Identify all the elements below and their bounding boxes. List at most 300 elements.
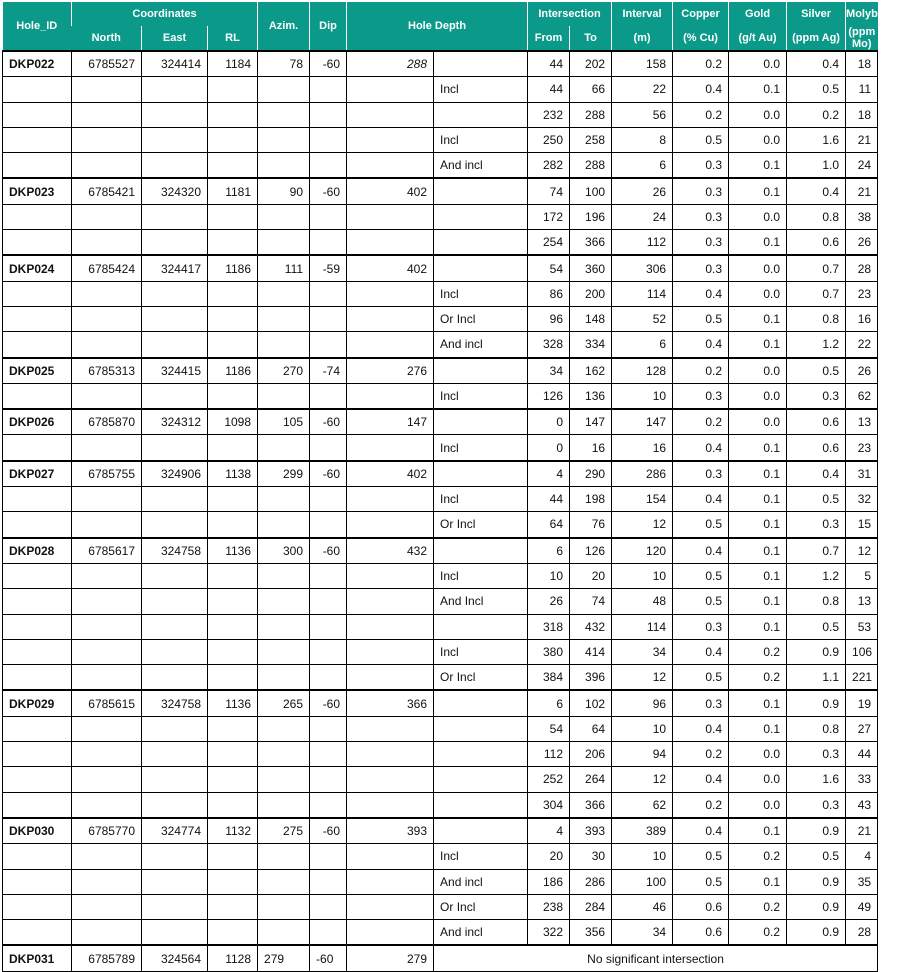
dip-cell bbox=[310, 281, 347, 306]
north-cell bbox=[72, 127, 142, 152]
east-cell: 324774 bbox=[142, 818, 208, 844]
to-cell: 16 bbox=[570, 435, 612, 461]
interval-cell: 120 bbox=[612, 538, 673, 564]
note-cell bbox=[434, 51, 528, 77]
from-cell: 44 bbox=[528, 77, 570, 102]
interval-cell: 48 bbox=[612, 589, 673, 614]
from-cell: 44 bbox=[528, 51, 570, 77]
silver-cell: 0.4 bbox=[787, 51, 846, 77]
east-cell bbox=[142, 102, 208, 127]
rl-cell: 1184 bbox=[208, 51, 258, 77]
dip-cell bbox=[310, 716, 347, 741]
col-hole-id: Hole_ID bbox=[3, 2, 72, 51]
from-cell: 96 bbox=[528, 306, 570, 331]
to-cell: 414 bbox=[570, 639, 612, 664]
interval-cell: 128 bbox=[612, 358, 673, 384]
gold-cell: 0.0 bbox=[729, 281, 787, 306]
from-cell: 74 bbox=[528, 178, 570, 204]
to-cell: 148 bbox=[570, 306, 612, 331]
dip-cell bbox=[310, 332, 347, 358]
gold-cell: 0.2 bbox=[729, 639, 787, 664]
depth-cell bbox=[347, 844, 434, 869]
note-cell: Incl bbox=[434, 127, 528, 152]
to-cell: 136 bbox=[570, 383, 612, 409]
depth-cell: 402 bbox=[347, 461, 434, 487]
interval-cell: 96 bbox=[612, 690, 673, 716]
gold-cell: 0.1 bbox=[729, 512, 787, 538]
rl-cell bbox=[208, 742, 258, 767]
azim-cell bbox=[258, 77, 310, 102]
moly-cell: 28 bbox=[846, 920, 878, 946]
moly-cell: 16 bbox=[846, 306, 878, 331]
east-cell bbox=[142, 614, 208, 639]
dip-cell bbox=[310, 102, 347, 127]
east-cell: 324312 bbox=[142, 409, 208, 435]
east-cell bbox=[142, 792, 208, 818]
depth-cell bbox=[347, 332, 434, 358]
north-cell: 6785755 bbox=[72, 461, 142, 487]
copper-cell: 0.2 bbox=[673, 102, 729, 127]
north-cell bbox=[72, 281, 142, 306]
dip-cell bbox=[310, 894, 347, 919]
from-cell: 10 bbox=[528, 563, 570, 588]
gold-cell: 0.2 bbox=[729, 894, 787, 919]
interval-cell: 10 bbox=[612, 563, 673, 588]
moly-cell: 221 bbox=[846, 665, 878, 691]
azim-cell: 299 bbox=[258, 461, 310, 487]
moly-cell: 24 bbox=[846, 153, 878, 179]
interval-cell: 6 bbox=[612, 332, 673, 358]
gold-cell: 0.1 bbox=[729, 487, 787, 512]
copper-cell: 0.5 bbox=[673, 512, 729, 538]
gold-cell: 0.2 bbox=[729, 665, 787, 691]
rl-cell bbox=[208, 153, 258, 179]
copper-cell: 0.3 bbox=[673, 204, 729, 229]
gold-cell: 0.1 bbox=[729, 77, 787, 102]
depth-cell bbox=[347, 716, 434, 741]
moly-cell: 23 bbox=[846, 281, 878, 306]
note-cell: Incl bbox=[434, 435, 528, 461]
copper-cell: 0.4 bbox=[673, 435, 729, 461]
depth-cell: 288 bbox=[347, 51, 434, 77]
east-cell bbox=[142, 512, 208, 538]
copper-cell: 0.6 bbox=[673, 894, 729, 919]
dip-cell bbox=[310, 127, 347, 152]
interval-cell: 24 bbox=[612, 204, 673, 229]
interval-cell: 10 bbox=[612, 844, 673, 869]
hole-id-cell bbox=[3, 435, 72, 461]
table-row bbox=[3, 869, 878, 894]
hole-id-cell bbox=[3, 844, 72, 869]
interval-cell: 154 bbox=[612, 487, 673, 512]
to-cell: 284 bbox=[570, 894, 612, 919]
rl-cell: 1181 bbox=[208, 178, 258, 204]
rl-cell bbox=[208, 77, 258, 102]
gold-cell: 0.1 bbox=[729, 538, 787, 564]
copper-cell: 0.3 bbox=[673, 461, 729, 487]
north-cell bbox=[72, 869, 142, 894]
east-cell bbox=[142, 281, 208, 306]
hole-id-cell: DKP026 bbox=[3, 409, 72, 435]
hole-id-cell bbox=[3, 716, 72, 741]
north-cell: 6785527 bbox=[72, 51, 142, 77]
to-cell: 360 bbox=[570, 255, 612, 281]
note-cell: And incl bbox=[434, 332, 528, 358]
depth-cell bbox=[347, 920, 434, 946]
from-cell: 252 bbox=[528, 767, 570, 792]
gold-cell: 0.0 bbox=[729, 383, 787, 409]
interval-cell: 62 bbox=[612, 792, 673, 818]
gold-cell: 0.1 bbox=[729, 563, 787, 588]
hole-id-cell: DKP022 bbox=[3, 51, 72, 77]
col-hole-depth: Hole Depth bbox=[347, 2, 528, 51]
hole-id-cell bbox=[3, 920, 72, 946]
azim-cell bbox=[258, 230, 310, 256]
depth-cell bbox=[347, 102, 434, 127]
azim-cell bbox=[258, 306, 310, 331]
rl-cell bbox=[208, 767, 258, 792]
col-gold: Gold bbox=[729, 2, 787, 26]
azim-cell bbox=[258, 792, 310, 818]
hole-id-cell bbox=[3, 767, 72, 792]
hole-id-cell bbox=[3, 869, 72, 894]
gold-cell: 0.0 bbox=[729, 204, 787, 229]
from-cell: 34 bbox=[528, 358, 570, 384]
rl-cell bbox=[208, 563, 258, 588]
azim-cell bbox=[258, 153, 310, 179]
azim-cell bbox=[258, 920, 310, 946]
from-cell: 6 bbox=[528, 690, 570, 716]
dip-cell bbox=[310, 589, 347, 614]
azim-cell bbox=[258, 332, 310, 358]
rl-cell bbox=[208, 614, 258, 639]
col-silver-unit: (ppm Ag) bbox=[787, 26, 846, 51]
copper-cell: 0.5 bbox=[673, 306, 729, 331]
dip-cell bbox=[310, 153, 347, 179]
col-east: East bbox=[142, 26, 208, 51]
rl-cell: 1186 bbox=[208, 358, 258, 384]
note-cell: Incl bbox=[434, 487, 528, 512]
to-cell: 288 bbox=[570, 102, 612, 127]
note-cell bbox=[434, 716, 528, 741]
moly-cell: 13 bbox=[846, 409, 878, 435]
table-row bbox=[3, 230, 878, 256]
col-silver: Silver bbox=[787, 2, 846, 26]
north-cell bbox=[72, 639, 142, 664]
moly-cell: 62 bbox=[846, 383, 878, 409]
note-cell bbox=[434, 358, 528, 384]
copper-cell: 0.3 bbox=[673, 383, 729, 409]
from-cell: 26 bbox=[528, 589, 570, 614]
interval-cell: 158 bbox=[612, 51, 673, 77]
interval-cell: 34 bbox=[612, 639, 673, 664]
east-cell: 324906 bbox=[142, 461, 208, 487]
hole-id-cell bbox=[3, 487, 72, 512]
moly-cell: 11 bbox=[846, 77, 878, 102]
east-cell bbox=[142, 204, 208, 229]
dip-cell bbox=[310, 230, 347, 256]
col-moly-unit: (ppm Mo) bbox=[846, 26, 878, 51]
interval-cell: 56 bbox=[612, 102, 673, 127]
note-cell: Incl bbox=[434, 639, 528, 664]
azim-cell bbox=[258, 563, 310, 588]
depth-cell bbox=[347, 563, 434, 588]
from-cell: 380 bbox=[528, 639, 570, 664]
azim-cell: 90 bbox=[258, 178, 310, 204]
silver-cell: 1.2 bbox=[787, 563, 846, 588]
east-cell bbox=[142, 306, 208, 331]
note-cell: Or Incl bbox=[434, 306, 528, 331]
east-cell bbox=[142, 920, 208, 946]
moly-cell: 23 bbox=[846, 435, 878, 461]
from-cell: 238 bbox=[528, 894, 570, 919]
dip-cell bbox=[310, 844, 347, 869]
table-row bbox=[3, 204, 878, 229]
copper-cell: 0.5 bbox=[673, 665, 729, 691]
east-cell bbox=[142, 665, 208, 691]
moly-cell: 5 bbox=[846, 563, 878, 588]
note-cell: Incl bbox=[434, 844, 528, 869]
silver-cell: 0.7 bbox=[787, 281, 846, 306]
copper-cell: 0.4 bbox=[673, 716, 729, 741]
table-row bbox=[3, 461, 878, 487]
interval-cell: 114 bbox=[612, 614, 673, 639]
to-cell: 432 bbox=[570, 614, 612, 639]
moly-cell: 31 bbox=[846, 461, 878, 487]
note-cell: Incl bbox=[434, 77, 528, 102]
hole-id-cell: DKP028 bbox=[3, 538, 72, 564]
gold-cell: 0.1 bbox=[729, 589, 787, 614]
copper-cell: 0.4 bbox=[673, 281, 729, 306]
silver-cell: 1.6 bbox=[787, 767, 846, 792]
silver-cell: 0.6 bbox=[787, 409, 846, 435]
north-cell bbox=[72, 716, 142, 741]
table-row bbox=[3, 639, 878, 664]
dip-cell: -60 bbox=[310, 461, 347, 487]
east-cell bbox=[142, 844, 208, 869]
to-cell: 206 bbox=[570, 742, 612, 767]
col-to: To bbox=[570, 26, 612, 51]
copper-cell: 0.4 bbox=[673, 487, 729, 512]
to-cell: 198 bbox=[570, 487, 612, 512]
moly-cell: 12 bbox=[846, 538, 878, 564]
silver-cell: 0.6 bbox=[787, 230, 846, 256]
from-cell: 304 bbox=[528, 792, 570, 818]
moly-cell: 22 bbox=[846, 332, 878, 358]
drill-results-table bbox=[2, 2, 914, 972]
to-cell: 196 bbox=[570, 204, 612, 229]
depth-cell: 432 bbox=[347, 538, 434, 564]
to-cell: 258 bbox=[570, 127, 612, 152]
col-dip: Dip bbox=[310, 2, 347, 51]
gold-cell: 0.0 bbox=[729, 358, 787, 384]
hole-id-cell bbox=[3, 332, 72, 358]
col-coordinates: Coordinates bbox=[72, 2, 258, 26]
table-row bbox=[3, 920, 878, 946]
dip-cell: -59 bbox=[310, 255, 347, 281]
rl-cell bbox=[208, 716, 258, 741]
north-cell bbox=[72, 665, 142, 691]
rl-cell: 1136 bbox=[208, 690, 258, 716]
from-cell: 54 bbox=[528, 716, 570, 741]
gold-cell: 0.1 bbox=[729, 332, 787, 358]
north-cell bbox=[72, 383, 142, 409]
hole-id-cell bbox=[3, 77, 72, 102]
note-cell: And incl bbox=[434, 153, 528, 179]
to-cell: 100 bbox=[570, 178, 612, 204]
to-cell: 64 bbox=[570, 716, 612, 741]
hole-id-cell bbox=[3, 639, 72, 664]
gold-cell: 0.0 bbox=[729, 255, 787, 281]
interval-cell: 114 bbox=[612, 281, 673, 306]
note-cell: Incl bbox=[434, 563, 528, 588]
interval-cell: 8 bbox=[612, 127, 673, 152]
interval-cell: 34 bbox=[612, 920, 673, 946]
rl-cell bbox=[208, 306, 258, 331]
interval-cell: 306 bbox=[612, 255, 673, 281]
interval-cell: 46 bbox=[612, 894, 673, 919]
to-cell: 366 bbox=[570, 792, 612, 818]
depth-cell: 402 bbox=[347, 255, 434, 281]
note-cell bbox=[434, 538, 528, 564]
note-cell bbox=[434, 230, 528, 256]
north-cell bbox=[72, 614, 142, 639]
note-cell bbox=[434, 690, 528, 716]
azim-cell bbox=[258, 665, 310, 691]
dip-cell bbox=[310, 306, 347, 331]
rl-cell bbox=[208, 869, 258, 894]
hole-id-cell bbox=[3, 792, 72, 818]
north-cell bbox=[72, 153, 142, 179]
dip-cell: -74 bbox=[310, 358, 347, 384]
hole-id-cell bbox=[3, 230, 72, 256]
dip-cell bbox=[310, 383, 347, 409]
gold-cell: 0.1 bbox=[729, 178, 787, 204]
north-cell: 6785870 bbox=[72, 409, 142, 435]
col-gold-unit: (g/t Au) bbox=[729, 26, 787, 51]
silver-cell: 0.5 bbox=[787, 614, 846, 639]
silver-cell: 0.4 bbox=[787, 178, 846, 204]
dip-cell bbox=[310, 204, 347, 229]
hole-id-cell bbox=[3, 589, 72, 614]
from-cell: 20 bbox=[528, 844, 570, 869]
north-cell: 6785313 bbox=[72, 358, 142, 384]
table-row bbox=[3, 255, 878, 281]
depth-cell: 147 bbox=[347, 409, 434, 435]
to-cell: 290 bbox=[570, 461, 612, 487]
hole-id-cell: DKP025 bbox=[3, 358, 72, 384]
table-row bbox=[3, 742, 878, 767]
azim-cell bbox=[258, 383, 310, 409]
rl-cell bbox=[208, 127, 258, 152]
rl-cell bbox=[208, 665, 258, 691]
gold-cell: 0.2 bbox=[729, 844, 787, 869]
rl-cell bbox=[208, 383, 258, 409]
note-cell bbox=[434, 767, 528, 792]
north-cell: 6785789 bbox=[72, 945, 142, 971]
from-cell: 172 bbox=[528, 204, 570, 229]
hole-id-cell: DKP027 bbox=[3, 461, 72, 487]
copper-cell: 0.5 bbox=[673, 844, 729, 869]
gold-cell: 0.0 bbox=[729, 102, 787, 127]
dip-cell: -60 bbox=[310, 818, 347, 844]
east-cell: 324417 bbox=[142, 255, 208, 281]
azim-cell: 111 bbox=[258, 255, 310, 281]
north-cell bbox=[72, 102, 142, 127]
silver-cell: 1.2 bbox=[787, 332, 846, 358]
azim-cell bbox=[258, 742, 310, 767]
table-row bbox=[3, 844, 878, 869]
to-cell: 264 bbox=[570, 767, 612, 792]
east-cell bbox=[142, 153, 208, 179]
hole-id-cell: DKP031 bbox=[3, 945, 72, 971]
hole-id-cell: DKP030 bbox=[3, 818, 72, 844]
from-cell: 126 bbox=[528, 383, 570, 409]
table-row bbox=[3, 383, 878, 409]
depth-cell bbox=[347, 281, 434, 306]
silver-cell: 0.9 bbox=[787, 869, 846, 894]
rl-cell bbox=[208, 487, 258, 512]
gold-cell: 0.0 bbox=[729, 51, 787, 77]
north-cell bbox=[72, 844, 142, 869]
dip-cell bbox=[310, 665, 347, 691]
dip-cell: -60 bbox=[310, 178, 347, 204]
moly-cell: 38 bbox=[846, 204, 878, 229]
rl-cell: 1098 bbox=[208, 409, 258, 435]
gold-cell: 0.1 bbox=[729, 153, 787, 179]
copper-cell: 0.2 bbox=[673, 742, 729, 767]
east-cell bbox=[142, 767, 208, 792]
depth-cell bbox=[347, 153, 434, 179]
interval-cell: 286 bbox=[612, 461, 673, 487]
table-row bbox=[3, 306, 878, 331]
rl-cell bbox=[208, 792, 258, 818]
north-cell bbox=[72, 742, 142, 767]
dip-cell: -60 bbox=[310, 51, 347, 77]
silver-cell: 0.9 bbox=[787, 639, 846, 664]
note-cell bbox=[434, 614, 528, 639]
rl-cell: 1186 bbox=[208, 255, 258, 281]
azim-cell bbox=[258, 767, 310, 792]
north-cell bbox=[72, 920, 142, 946]
east-cell: 324758 bbox=[142, 538, 208, 564]
interval-cell: 12 bbox=[612, 665, 673, 691]
hole-id-cell: DKP023 bbox=[3, 178, 72, 204]
table-row bbox=[3, 102, 878, 127]
silver-cell: 0.9 bbox=[787, 818, 846, 844]
azim-cell bbox=[258, 127, 310, 152]
depth-cell bbox=[347, 127, 434, 152]
copper-cell: 0.5 bbox=[673, 127, 729, 152]
from-cell: 4 bbox=[528, 461, 570, 487]
silver-cell: 0.5 bbox=[787, 77, 846, 102]
depth-cell bbox=[347, 487, 434, 512]
copper-cell: 0.2 bbox=[673, 51, 729, 77]
hole-id-cell: DKP029 bbox=[3, 690, 72, 716]
table-row bbox=[3, 894, 878, 919]
moly-cell: 13 bbox=[846, 589, 878, 614]
table-row bbox=[3, 665, 878, 691]
dip-cell: -60 bbox=[310, 690, 347, 716]
gold-cell: 0.0 bbox=[729, 767, 787, 792]
north-cell bbox=[72, 767, 142, 792]
east-cell bbox=[142, 639, 208, 664]
note-cell bbox=[434, 255, 528, 281]
note-cell bbox=[434, 204, 528, 229]
to-cell: 162 bbox=[570, 358, 612, 384]
gold-cell: 0.0 bbox=[729, 792, 787, 818]
silver-cell: 0.4 bbox=[787, 461, 846, 487]
